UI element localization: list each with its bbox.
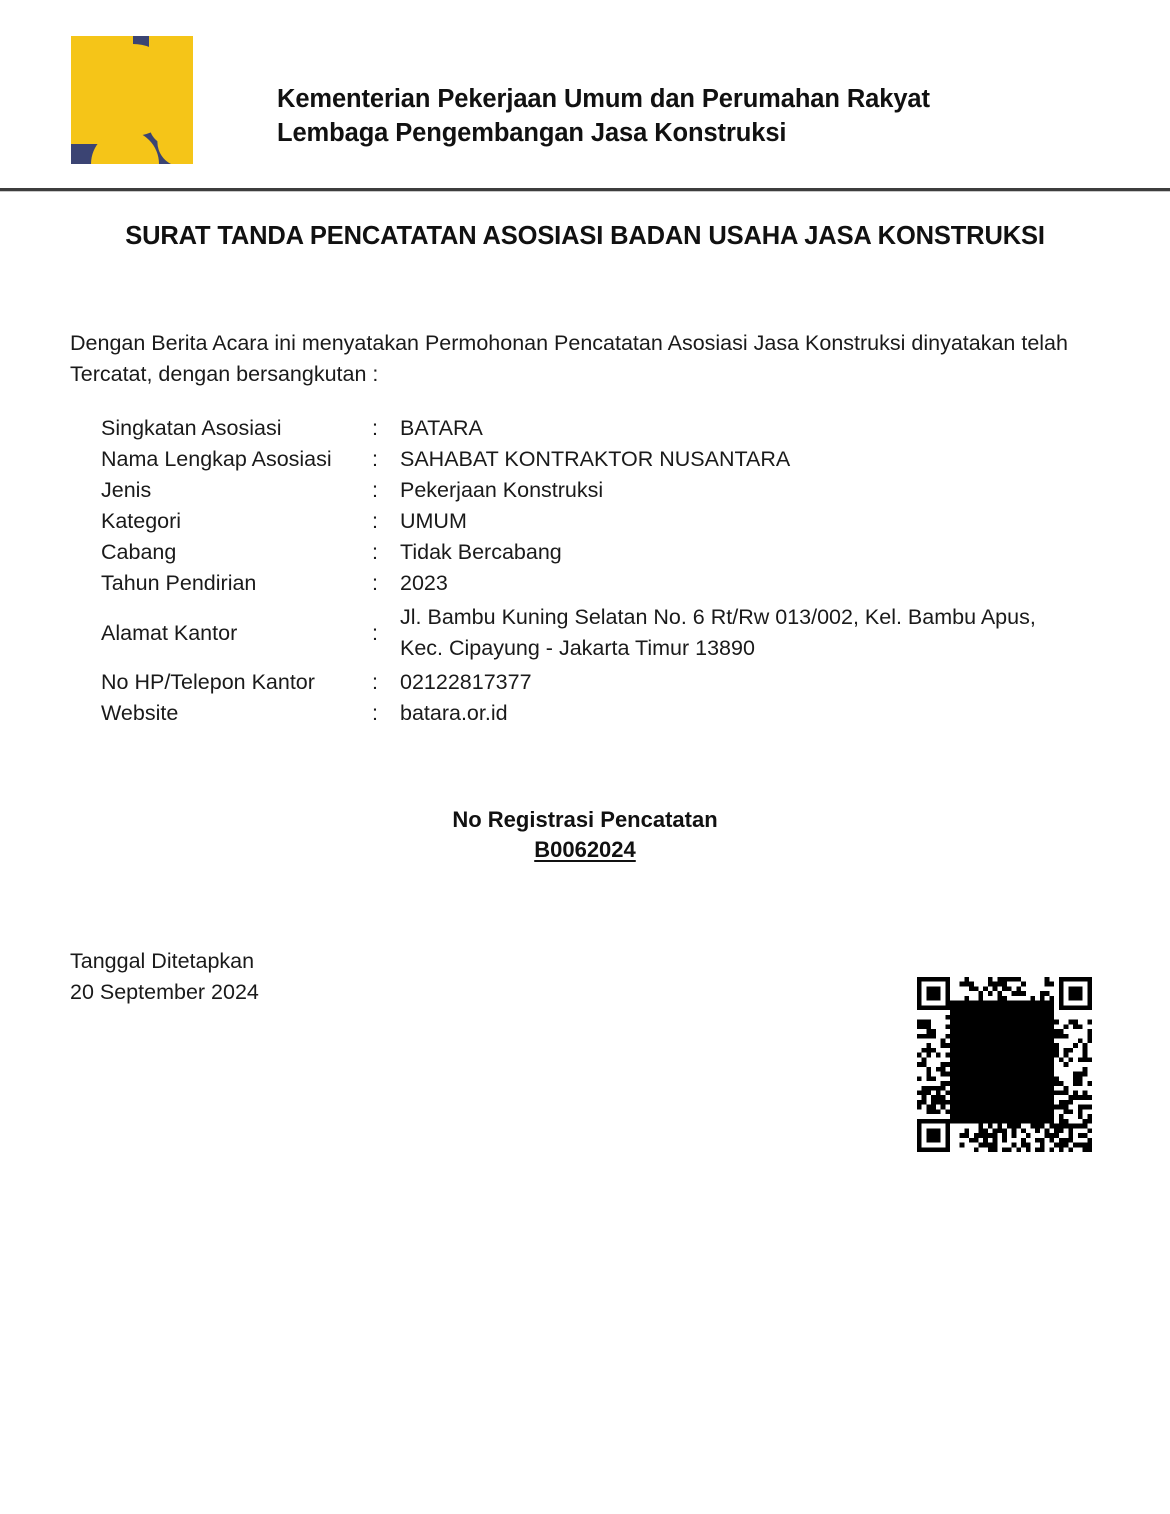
field-value: 2023 [400,571,448,595]
registration-number: B0062024 [534,837,636,862]
intro-paragraph: Dengan Berita Acara ini menyatakan Permohonan Pencatatan Asosiasi Jasa Konstruksi dinyatakan telah Tercatat, dengan bersangkutan : [70,331,1068,386]
field-value [400,599,1106,667]
field-separator: : [372,540,378,564]
registration-caption: No Registrasi Pencatatan [452,807,718,832]
field-value: Tidak Bercabang [400,540,562,564]
table-row [101,537,1106,568]
field-label: Singkatan Asosiasi [101,416,282,440]
field-value: SAHABAT KONTRAKTOR NUSANTARA [400,447,791,471]
field-label: No HP/Telepon Kantor [101,670,315,694]
association-details-table [101,413,1106,729]
registration-block [0,805,1170,865]
qr-code[interactable] [917,977,1092,1152]
issue-date-caption: Tanggal Ditetapkan [70,949,255,973]
field-label: Cabang [101,540,177,564]
field-separator: : [372,447,378,471]
field-separator: : [372,621,378,645]
field-value: UMUM [400,509,467,533]
field-separator: : [372,478,378,502]
field-label: Website [101,701,179,725]
field-separator: : [372,416,378,440]
page-title: SURAT TANDA PENCATATAN ASOSIASI BADAN USAHA JASA KONSTRUKSI [125,222,1045,250]
table-row [101,475,1106,506]
address-line-1: Jl. Bambu Kuning Selatan No. 6 Rt/Rw 013/002, Kel. Bambu Apus, [400,605,1036,629]
table-row [101,444,1106,475]
field-value: Pekerjaan Konstruksi [400,478,604,502]
field-label: Tahun Pendirian [101,571,257,595]
field-separator: : [372,701,378,725]
field-label: Nama Lengkap Asosiasi [101,447,332,471]
field-label: Kategori [101,509,182,533]
field-separator: : [372,670,378,694]
field-label: Jenis [101,478,152,502]
issue-date-block [70,946,259,1008]
table-row [101,599,1106,667]
table-row [101,413,1106,444]
pu-ministry-logo-icon [71,36,193,164]
field-label: Alamat Kantor [101,621,238,645]
document-header [0,0,1170,190]
ministry-name-line1: Kementerian Pekerjaan Umum dan Perumahan Rakyat [277,85,930,113]
field-value: BATARA [400,416,483,440]
table-row [101,698,1106,729]
issue-date-value: 20 September 2024 [70,980,259,1004]
field-separator: : [372,509,378,533]
table-row [101,506,1106,537]
field-value: batara.or.id [400,701,508,725]
field-value: 02122817377 [400,670,532,694]
field-separator: : [372,571,378,595]
header-divider [0,188,1170,192]
table-row [101,667,1106,698]
address-line-2: Kec. Cipayung - Jakarta Timur 13890 [400,636,755,660]
ministry-title [277,82,1137,150]
ministry-name-line2: Lembaga Pengembangan Jasa Konstruksi [277,119,787,147]
table-row [101,568,1106,599]
